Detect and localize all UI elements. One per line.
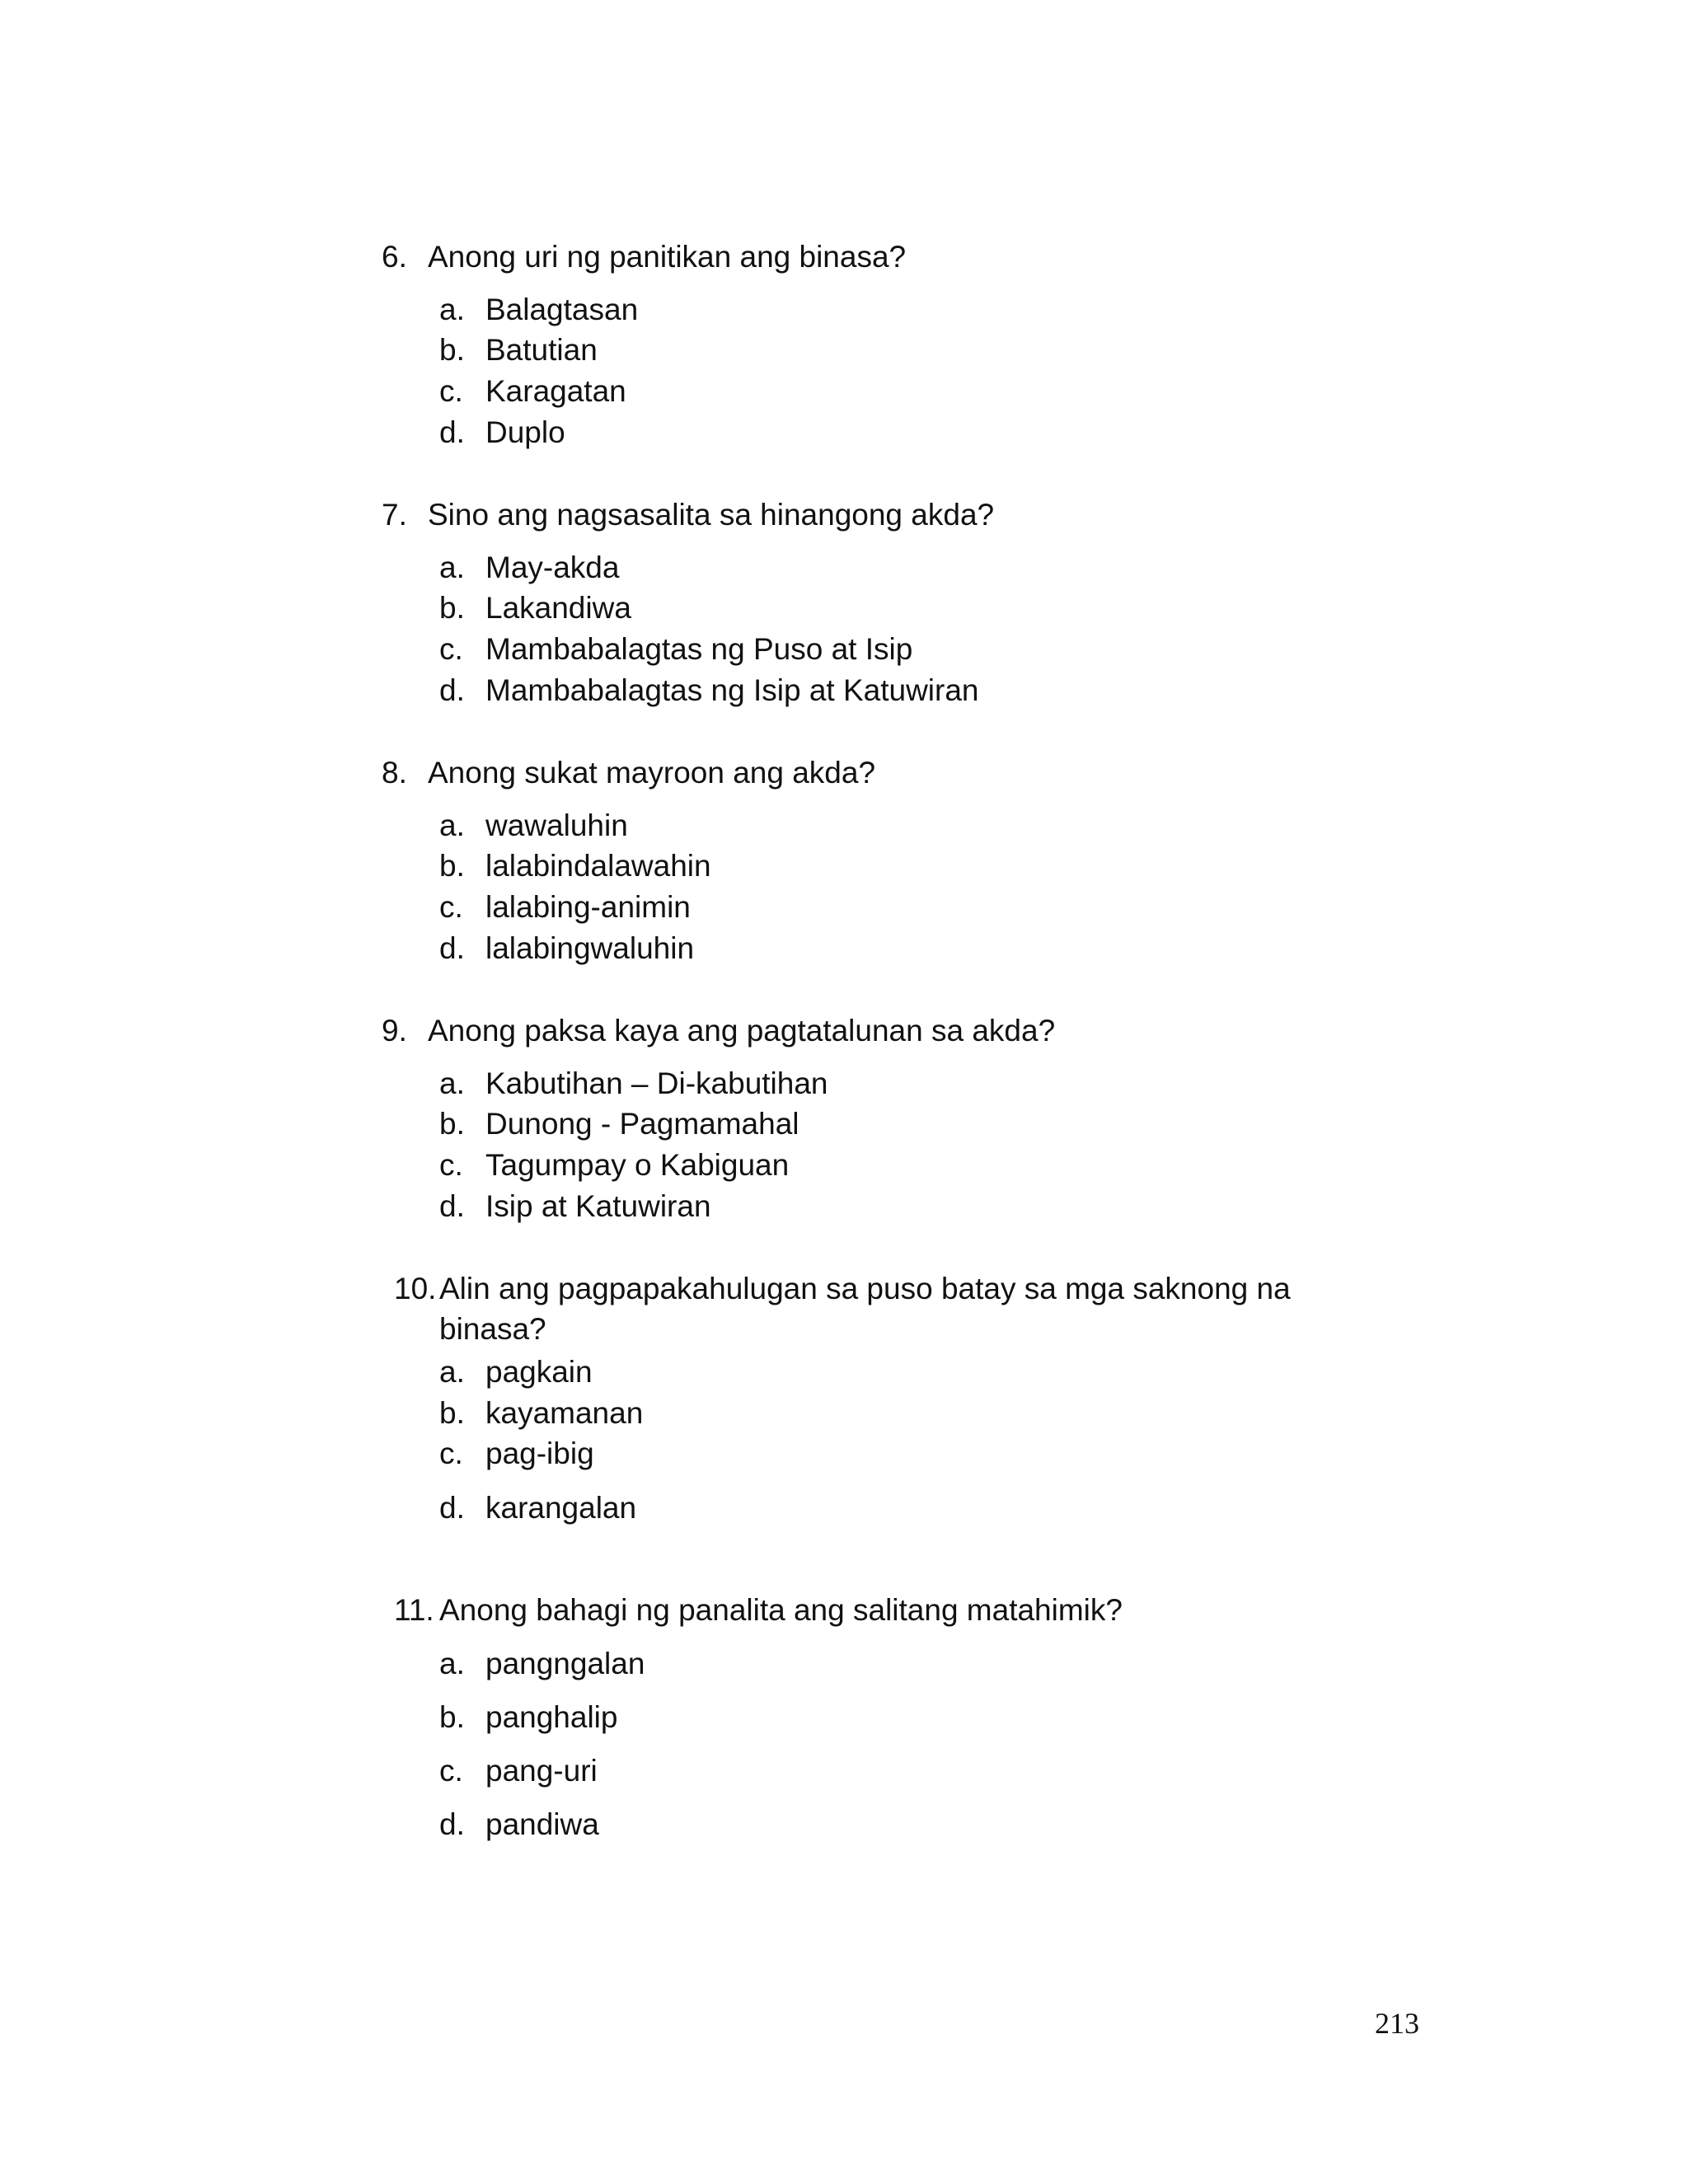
choice-text: Mambabalagtas ng Puso at Isip bbox=[485, 632, 913, 666]
question-number: 6. bbox=[382, 240, 407, 274]
question-text: Anong paksa kaya ang pagtatalunan sa akda? bbox=[428, 1014, 1056, 1047]
choice-text: Batutian bbox=[485, 333, 598, 367]
choice-letter: b. bbox=[439, 333, 465, 367]
choice-text: Lakandiwa bbox=[485, 591, 631, 625]
choice-text: Karagatan bbox=[485, 374, 626, 408]
choice-letter: c. bbox=[439, 374, 463, 408]
question-number: 8. bbox=[382, 756, 407, 790]
choice-text: kayamanan bbox=[485, 1396, 644, 1430]
choice-letter: a. bbox=[439, 551, 465, 584]
choice-text: pangngalan bbox=[485, 1647, 645, 1680]
choice-text: Tagumpay o Kabiguan bbox=[485, 1148, 790, 1182]
choice-letter: a. bbox=[439, 293, 465, 326]
choice-letter: b. bbox=[439, 591, 465, 625]
question-text-line2: binasa? bbox=[439, 1312, 546, 1346]
choice-letter: a. bbox=[439, 1066, 465, 1100]
choice-text: lalabindalawahin bbox=[485, 849, 711, 883]
choice-text: Balagtasan bbox=[485, 293, 639, 326]
choice-text: May-akda bbox=[485, 551, 620, 584]
question-text: Anong uri ng panitikan ang binasa? bbox=[428, 240, 907, 274]
choice-letter: d. bbox=[439, 931, 465, 965]
choice-text: pag-ibig bbox=[485, 1436, 594, 1470]
choice-text: wawaluhin bbox=[485, 808, 628, 842]
question-text: Alin ang pagpapakahulugan sa puso batay sa mga saknong na bbox=[439, 1272, 1291, 1305]
choice-text: panghalip bbox=[485, 1700, 618, 1734]
question-number: 10. bbox=[394, 1272, 437, 1305]
choice-letter: a. bbox=[439, 808, 465, 842]
choice-letter: d. bbox=[439, 1189, 465, 1223]
choice-text: Duplo bbox=[485, 415, 565, 449]
choice-letter: c. bbox=[439, 1436, 463, 1470]
choice-text: lalabingwaluhin bbox=[485, 931, 695, 965]
choice-text: pang-uri bbox=[485, 1754, 598, 1788]
choice-text: Dunong - Pagmamahal bbox=[485, 1107, 799, 1141]
choice-letter: c. bbox=[439, 1148, 463, 1182]
choice-letter: d. bbox=[439, 415, 465, 449]
question-text: Anong sukat mayroon ang akda? bbox=[428, 756, 876, 790]
choice-letter: d. bbox=[439, 1491, 465, 1525]
question-number: 9. bbox=[382, 1014, 407, 1047]
choice-letter: a. bbox=[439, 1355, 465, 1389]
choice-text: Mambabalagtas ng Isip at Katuwiran bbox=[485, 673, 979, 707]
question-number: 11. bbox=[394, 1593, 434, 1627]
choice-text: Isip at Katuwiran bbox=[485, 1189, 711, 1223]
choice-letter: b. bbox=[439, 1396, 465, 1430]
choice-letter: b. bbox=[439, 1107, 465, 1141]
choice-text: pagkain bbox=[485, 1355, 593, 1389]
choice-letter: c. bbox=[439, 890, 463, 924]
choice-text: lalabing-animin bbox=[485, 890, 691, 924]
choice-text: Kabutihan – Di-kabutihan bbox=[485, 1066, 828, 1100]
choice-letter: d. bbox=[439, 1807, 465, 1841]
question-number: 7. bbox=[382, 498, 407, 532]
question-text: Sino ang nagsasalita sa hinangong akda? bbox=[428, 498, 995, 532]
choice-letter: b. bbox=[439, 849, 465, 883]
choice-letter: c. bbox=[439, 1754, 463, 1788]
choice-letter: c. bbox=[439, 632, 463, 666]
choice-text: pandiwa bbox=[485, 1807, 599, 1841]
choice-letter: b. bbox=[439, 1700, 465, 1734]
question-text: Anong bahagi ng panalita ang salitang matahimik? bbox=[439, 1593, 1123, 1627]
page-number: 213 bbox=[1375, 2007, 1419, 2040]
choice-letter: a. bbox=[439, 1647, 465, 1680]
choice-letter: d. bbox=[439, 673, 465, 707]
choice-text: karangalan bbox=[485, 1491, 637, 1525]
